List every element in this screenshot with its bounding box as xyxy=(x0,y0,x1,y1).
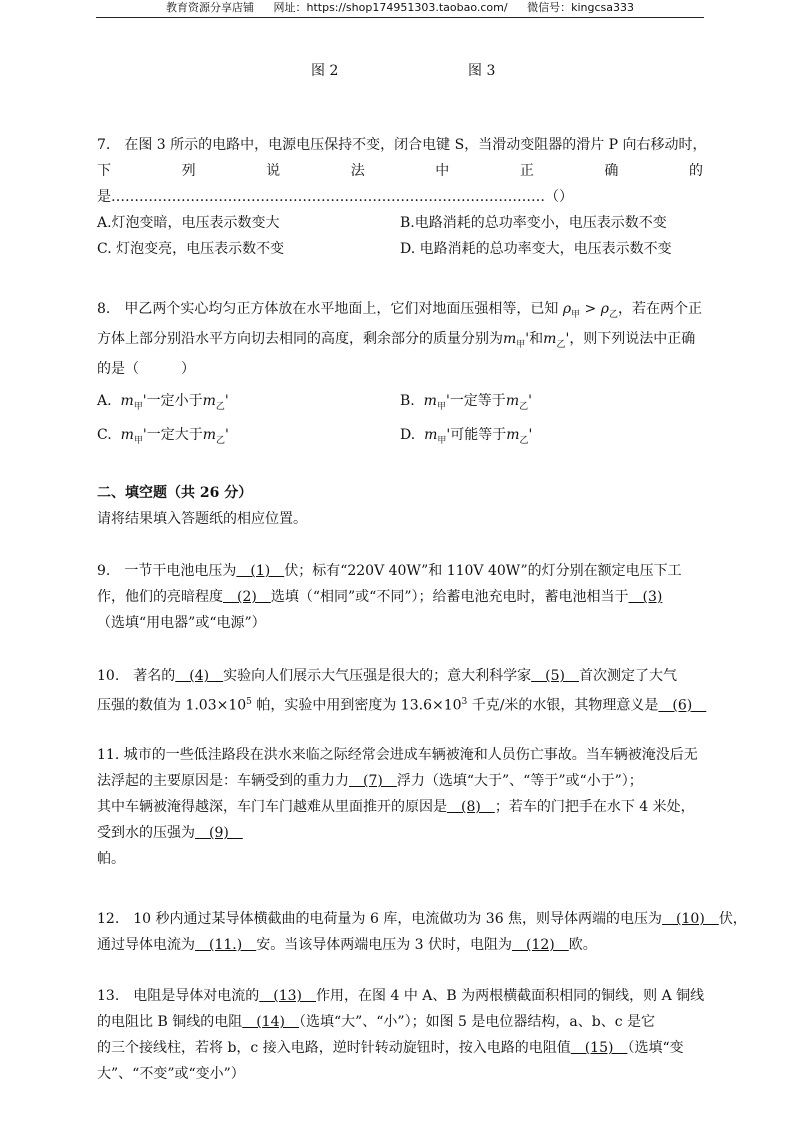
m-symbol: m xyxy=(202,427,217,443)
q7-char: 法 xyxy=(350,163,365,179)
prime: ' xyxy=(528,393,532,409)
q7-options-cd xyxy=(97,236,703,262)
answer-blank-3[interactable]: (3) xyxy=(628,589,663,605)
option-text: 一定小于 xyxy=(146,393,203,409)
shop-url: 网址：https://shop174951303.taobao.com/ xyxy=(273,1,508,14)
q8-options-cd xyxy=(97,418,703,452)
question-7 xyxy=(97,132,707,262)
q8-text: ，则下列说法中正确 xyxy=(569,331,696,347)
q8-text: 方体上部分别沿水平方向切去相同的高度，剩余部分的质量分别为 xyxy=(97,331,503,347)
m-symbol: m xyxy=(505,393,520,409)
q8-option-a xyxy=(97,384,400,418)
option-text: 一定大于 xyxy=(146,427,203,443)
answer-blank-13[interactable]: (13) xyxy=(259,988,317,1004)
figure-labels xyxy=(0,60,800,80)
question-10 xyxy=(97,663,707,715)
q8-text: ，若在两个正 xyxy=(617,301,702,317)
answer-blank-11[interactable]: (11.) xyxy=(195,937,257,953)
answer-blank-9[interactable]: (9) xyxy=(195,825,243,841)
q7-char: 中 xyxy=(435,163,450,179)
q13-text: 作用，在图 4 中 A、B 为两根横截面积相同的铜线，则 A 铜线 xyxy=(316,988,705,1004)
q13-text: 的电阻比 B 铜线的电阻 xyxy=(97,1014,243,1030)
option-text: 一定等于 xyxy=(449,393,506,409)
section-2 xyxy=(97,480,703,532)
q7-char: 确 xyxy=(604,163,619,179)
q8-stem-line-2 xyxy=(97,324,703,354)
subscript-yi: 乙 xyxy=(608,309,618,320)
q13-line-4: 大”、“不变”或“变小”） xyxy=(97,1066,245,1082)
q11-text: ；若车的门把手在水下 4 米处， xyxy=(494,799,695,815)
q7-options-ab xyxy=(97,210,703,236)
m-symbol: m xyxy=(120,393,134,409)
q11-line-2 xyxy=(97,768,703,794)
figure-3-label: 图 3 xyxy=(468,63,496,79)
q7-char: 说 xyxy=(266,163,281,179)
q13-text: 的三个接线柱，若将 b，c 接入电路，逆时针转动旋钮时，按入电路的电阻值 xyxy=(97,1040,571,1056)
q10-text: 千克/米的水银，其物理意义是 xyxy=(467,697,659,714)
q9-text: 选填（“相同”或“不同”）；给蓄电池充电时，蓄电池相当于 xyxy=(270,589,629,605)
gt-symbol: > xyxy=(580,301,601,317)
q13-text: （选填“变 xyxy=(627,1040,684,1056)
subscript-jia: 甲 xyxy=(133,435,143,446)
rho-symbol: ρ xyxy=(562,301,572,317)
option-label: D. xyxy=(400,427,416,443)
q7-option-a: A.灯泡变暗，电压表示数变大 xyxy=(97,215,280,231)
q10-text: 10. 著名的 xyxy=(97,668,176,684)
m-symbol: m xyxy=(424,427,438,443)
prime: ' xyxy=(225,427,229,443)
q8-option-d xyxy=(400,418,703,452)
m-symbol: m xyxy=(120,427,134,443)
answer-blank-12[interactable]: (12) xyxy=(512,937,569,953)
q8-text: 8. 甲乙两个实心均匀正方体放在水平地面上，它们对地面压强相等，已知 xyxy=(97,301,563,317)
subscript-yi: 乙 xyxy=(216,435,226,446)
wechat-id: 微信号：kingcsa333 xyxy=(527,1,634,14)
subscript-yi: 乙 xyxy=(519,435,529,446)
q11-text: 受到水的压强为 xyxy=(97,825,195,841)
m-symbol: m xyxy=(506,427,520,443)
q11-line-5: 帕。 xyxy=(97,851,125,867)
q7-option-d: D. 电路消耗的总功率变大，电压表示数不变 xyxy=(400,241,672,257)
q13-text: （选填“大”、“小”）；如图 5 是电位器结构，a、b、c 是它 xyxy=(298,1014,655,1030)
q9-text: 9. 一节干电池电压为 xyxy=(97,563,237,579)
q13-text: 13. 电阻是导体对电流的 xyxy=(97,988,260,1004)
page-header xyxy=(96,0,704,18)
answer-blank-15[interactable]: (15) xyxy=(570,1040,628,1056)
q10-text: 压强的数值为 1.03×10 xyxy=(97,697,247,714)
m-symbol: m xyxy=(202,393,216,409)
subscript-jia: 甲 xyxy=(436,401,446,412)
option-text: 可能等于 xyxy=(450,427,507,443)
subscript-yi: 乙 xyxy=(519,401,529,412)
prime: ' xyxy=(445,393,450,409)
answer-blank-4[interactable]: (4) xyxy=(175,668,224,684)
q12-text: 欧。 xyxy=(568,937,597,953)
subscript-jia: 甲 xyxy=(571,309,581,320)
option-label: C. xyxy=(97,427,112,443)
q11-line-4 xyxy=(97,820,703,846)
prime: ' xyxy=(224,393,229,409)
prime: ' xyxy=(142,393,147,409)
question-13 xyxy=(97,983,703,1087)
q10-text: 帕，实验中用到密度为 13.6×10 xyxy=(251,697,462,714)
figure-2-label: 图 2 xyxy=(311,63,339,79)
q9-line-2 xyxy=(97,584,703,610)
q7-char: 下 xyxy=(97,163,111,179)
rho-symbol: ρ xyxy=(600,301,609,317)
prime: ' xyxy=(446,427,451,443)
option-label: A. xyxy=(97,393,112,409)
q12-line-1 xyxy=(97,906,747,932)
q11-text: 法浮起的主要原因是：车辆受到的重力力 xyxy=(97,773,349,789)
prime: ' xyxy=(528,427,533,443)
subscript-yi: 乙 xyxy=(215,401,225,412)
q11-line-3 xyxy=(97,794,703,820)
q12-line-2 xyxy=(97,932,703,958)
q7-char: 列 xyxy=(181,163,196,179)
exponent: 3 xyxy=(461,697,468,707)
answer-blank-7[interactable]: (7) xyxy=(349,773,397,789)
answer-blank-1[interactable]: (1) xyxy=(236,563,285,579)
prime: ' xyxy=(525,331,530,347)
question-11 xyxy=(97,742,703,872)
answer-blank-5[interactable]: (5) xyxy=(531,668,579,684)
prime: ' xyxy=(565,331,570,347)
answer-blank-14[interactable]: (14) xyxy=(242,1014,299,1030)
q9-text: 作，他们的亮暗程度 xyxy=(97,589,223,605)
shop-name: 教育资源分享店铺 xyxy=(166,1,254,14)
q13-line-1 xyxy=(97,983,703,1009)
q12-text: 通过导体电流为 xyxy=(97,937,195,953)
section-title: 二、填空题（共 26 分） xyxy=(97,485,253,501)
q13-line-2 xyxy=(97,1009,703,1035)
q7-stem-line-2 xyxy=(97,158,703,184)
subscript-jia: 甲 xyxy=(133,401,143,412)
q8-options-ab xyxy=(97,384,703,418)
q7-option-c: C. 灯泡变亮，电压表示数不变 xyxy=(97,241,285,257)
q9-text: 伏；标有“220V 40W”和 110V 40W”的灯分别在额定电压下工 xyxy=(284,563,682,579)
m-symbol: m xyxy=(503,331,517,347)
q8-option-c xyxy=(97,418,400,452)
question-12 xyxy=(97,906,747,958)
answer-blank-2[interactable]: (2) xyxy=(223,589,271,605)
answer-blank-10[interactable]: (10) xyxy=(662,911,719,927)
q11-line-1: 11. 城市的一些低洼路段在洪水来临之际经常会进成车辆被淹和人员伤亡事故。当车辆被淹没后无 xyxy=(97,747,698,763)
q8-option-b xyxy=(400,384,703,418)
m-symbol: m xyxy=(423,393,437,409)
subscript-yi: 乙 xyxy=(556,339,566,350)
q7-option-b: B.电路消耗的总功率变小，电压表示数不变 xyxy=(400,215,667,231)
m-symbol: m xyxy=(543,331,557,347)
q7-char: 正 xyxy=(519,163,534,179)
q11-text: 浮力（选填“大于”、“等于”或“小于”）； xyxy=(396,773,643,789)
q7-stem-line-3: 是…………………………………………………………………………………（） xyxy=(97,189,573,205)
exponent: 5 xyxy=(246,697,252,707)
question-8 xyxy=(97,294,703,452)
answer-blank-6[interactable]: (6) xyxy=(658,697,707,714)
q7-stem-line-1: 7. 在图 3 所示的电路中，电源电压保持不变，闭合电键 S，当滑动变阻器的滑片 P 向右移动时， xyxy=(97,137,707,153)
subscript-jia: 甲 xyxy=(516,339,526,350)
q10-line-2 xyxy=(97,689,707,715)
q11-text: 其中车辆被淹得越深，车门车门越难从里面推开的原因是 xyxy=(97,799,447,815)
q12-text: 伏， xyxy=(718,911,747,927)
subscript-jia: 甲 xyxy=(437,435,447,446)
q9-line-1 xyxy=(97,558,703,584)
q9-line-3: （选填“用电器”或“电源”） xyxy=(97,615,266,631)
option-label: B. xyxy=(400,393,415,409)
q12-text: 12. 10 秒内通过某导体横截曲的电荷量为 6 库，电流做功为 36 焦，则导体两端的电压为 xyxy=(97,911,663,927)
q7-char: 的 xyxy=(688,163,703,179)
q12-text: 安。当该导体两端电压为 3 伏时，电阻为 xyxy=(256,937,513,953)
q8-stem-line-3: 的是（ ） xyxy=(97,361,195,377)
answer-blank-8[interactable]: (8) xyxy=(447,799,495,815)
q13-line-3 xyxy=(97,1035,703,1061)
question-9 xyxy=(97,558,703,636)
q10-text: 实验向人们展示大气压强是很大的；意大利科学家 xyxy=(223,668,532,684)
q8-text: 和 xyxy=(529,331,544,347)
q10-text: 首次测定了大气 xyxy=(578,668,677,684)
q8-stem-line-1 xyxy=(97,294,703,324)
section-instruction: 请将结果填入答题纸的相应位置。 xyxy=(97,511,307,527)
prime: ' xyxy=(142,427,147,443)
q10-line-1 xyxy=(97,663,703,689)
